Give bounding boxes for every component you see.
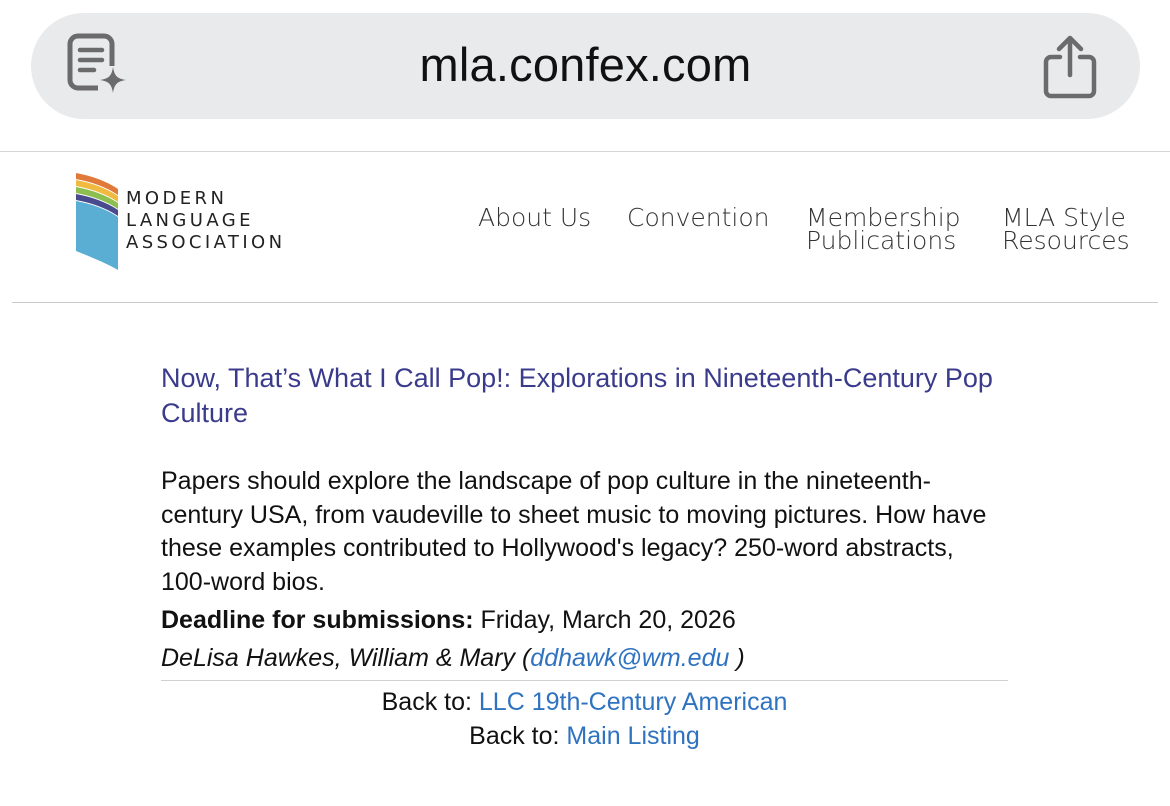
back-link-19th-century-american[interactable]: LLC 19th-Century American (478, 688, 788, 716)
organizer-name: DeLisa Hawkes, William & Mary ( (161, 644, 531, 672)
share-icon[interactable] (1041, 35, 1099, 99)
nav-resources[interactable]: Resources (1002, 226, 1130, 255)
nav-publications[interactable]: Publications (806, 226, 957, 255)
session-content (161, 361, 1008, 753)
deadline-value: Friday, March 20, 2026 (480, 606, 736, 634)
mla-logo-mark (74, 171, 122, 273)
mla-logo[interactable] (74, 171, 304, 273)
nav-membership[interactable]: Membership (806, 203, 961, 232)
back-link-line-1 (161, 685, 1008, 719)
address-bar[interactable] (31, 13, 1140, 119)
logo-line-2: LANGUAGE (126, 210, 254, 231)
browser-divider (0, 151, 1170, 152)
header-divider (12, 302, 1158, 303)
deadline-label: Deadline for submissions: (161, 606, 474, 634)
deadline-line (161, 604, 1008, 637)
back-prefix-1: Back to: (381, 688, 479, 716)
nav-convention[interactable]: Convention (627, 203, 770, 232)
back-link-main-listing[interactable]: Main Listing (566, 722, 700, 750)
nav-about-us[interactable]: About Us (478, 203, 592, 232)
nav-mla-style[interactable]: MLA Style (1002, 203, 1126, 232)
session-abstract: Papers should explore the landscape of pop culture in the nineteenth-century USA, from vaudeville to sheet music to moving pictures. How have these examples contributed to Hollywood's legacy? 250-word abstracts, 100-word bios. (161, 467, 987, 596)
nav-membership-publications (806, 203, 961, 255)
url-text[interactable]: mla.confex.com (419, 38, 752, 91)
logo-line-3: ASSOCIATION (126, 232, 286, 253)
back-link-line-2 (161, 719, 1008, 753)
organizer-suffix: ) (729, 644, 745, 672)
back-prefix-2: Back to: (469, 722, 567, 750)
organizer-email-link[interactable]: ddhawk@wm.edu (530, 644, 730, 672)
nav-mla-style-resources (1002, 203, 1130, 255)
organizer-line (161, 642, 1008, 675)
session-title: Now, That’s What I Call Pop!: Explorations in Nineteenth-Century Pop Culture (161, 363, 993, 428)
logo-line-1: MODERN (126, 188, 228, 209)
mla-logo-wordmark (126, 188, 285, 254)
content-divider (161, 680, 1008, 681)
